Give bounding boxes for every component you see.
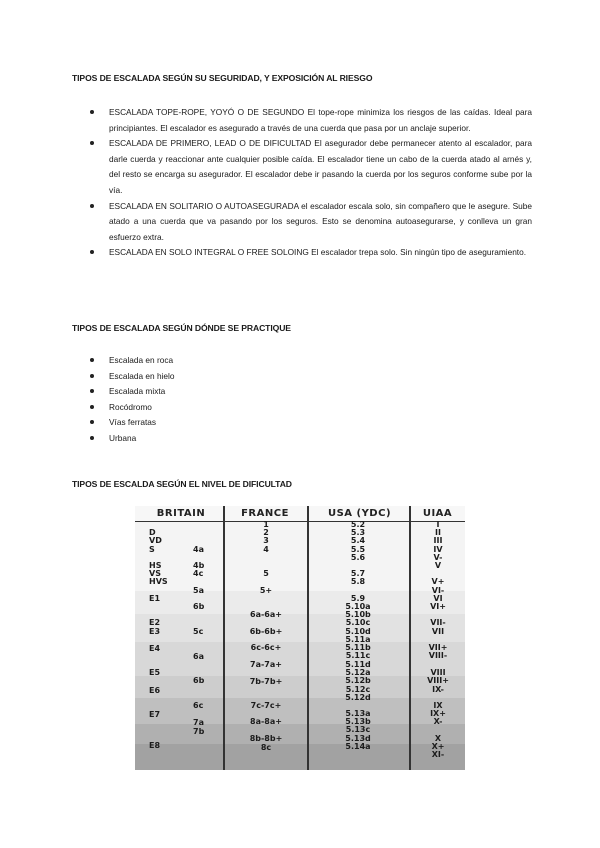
grade-cell: 3 <box>263 536 269 545</box>
safety-types-list <box>72 105 532 261</box>
grade-cell: 5a <box>193 586 204 595</box>
grade-cell: 6c <box>193 701 204 710</box>
bullet-icon <box>90 436 94 440</box>
grade-cell: 5.12b <box>345 676 371 685</box>
grade-cell: E7 <box>149 710 161 719</box>
list-item <box>72 136 532 198</box>
grade-cell: E3 <box>149 627 161 636</box>
bullet-icon <box>90 204 94 208</box>
grade-cell: 5.4 <box>350 536 366 545</box>
grade-cell: 5 <box>263 569 269 578</box>
grade-cell: 5.3 <box>350 528 366 537</box>
grade-cell: 6c-6c+ <box>250 643 282 652</box>
grade-cell: IX <box>433 701 443 710</box>
grade-cell: VIII+ <box>427 676 449 685</box>
list-item <box>72 400 372 416</box>
grade-cell: 4 <box>263 545 269 554</box>
grade-cell: D <box>149 528 156 537</box>
bullet-icon <box>90 405 94 409</box>
section-heading-location: TIPOS DE ESCALADA SEGÚN DÓNDE SE PRACTIQUE <box>72 323 291 333</box>
list-item-text: Escalada en hielo <box>109 370 175 381</box>
grade-cell: 5c <box>193 627 204 636</box>
grade-cell: 5.11b <box>345 643 371 652</box>
grade-cell: 8c <box>260 743 272 752</box>
table-header <box>135 506 465 522</box>
grade-cell: 6a-6a+ <box>250 610 282 619</box>
grade-cell: X <box>434 734 442 743</box>
grade-cell: E1 <box>149 594 161 603</box>
grade-cell: 5.13c <box>345 725 371 734</box>
grade-cell: S <box>149 545 155 554</box>
grade-cell: IX- <box>432 685 444 694</box>
grade-cell: 5.10a <box>345 602 371 611</box>
section-heading-safety: TIPOS DE ESCALADA SEGÚN SU SEGURIDAD, Y EXPOSICIÓN AL RIESGO <box>72 73 373 83</box>
grade-cell: 5.10c <box>345 618 371 627</box>
list-item <box>72 384 372 400</box>
list-item <box>72 245 532 261</box>
list-item <box>72 353 372 369</box>
grade-cell: 5.12a <box>345 668 371 677</box>
grade-cell: IX+ <box>430 709 446 718</box>
grade-cell: 5.8 <box>350 577 366 586</box>
list-item <box>72 431 372 447</box>
grade-cell: 5.10b <box>345 610 371 619</box>
grade-cell: 7a <box>193 718 204 727</box>
list-item <box>72 369 372 385</box>
grade-cell: HS <box>149 561 162 570</box>
grade-cell: X+ <box>431 742 445 751</box>
grade-cell: 5.6 <box>350 553 366 562</box>
grade-cell: 6a <box>193 652 204 661</box>
list-item-text: ESCALADA EN SOLO INTEGRAL O FREE SOLOING El escalador trepa solo. Sin ningún tipo de aseguramiento. <box>109 247 527 258</box>
grade-cell: VI+ <box>430 602 446 611</box>
grade-cell: 7b-7b+ <box>249 677 283 686</box>
grade-cell: 7b <box>193 727 205 736</box>
grade-cell: 5.11a <box>345 635 371 644</box>
bullet-icon <box>90 141 94 145</box>
grade-cell: VII+ <box>428 643 448 652</box>
grade-cell: VII <box>431 627 445 636</box>
header-britain: BRITAIN <box>156 508 206 519</box>
grade-cell: VI <box>433 594 443 603</box>
header-uiaa: UIAA <box>422 508 453 519</box>
grade-cell: 5.13a <box>345 709 371 718</box>
header-france: FRANCE <box>241 508 289 519</box>
bullet-icon <box>90 250 94 254</box>
grade-cell: V+ <box>431 577 445 586</box>
grade-cell: 5.12d <box>345 693 371 702</box>
grade-cell: 5.10d <box>345 627 371 636</box>
list-item-text: Escalada en roca <box>109 355 174 365</box>
bullet-icon <box>90 110 94 114</box>
grade-cell: VIII- <box>428 651 448 660</box>
grade-cell: 5.14a <box>345 742 371 751</box>
list-item-text: Vías ferratas <box>109 417 157 428</box>
list-item-text: Rocódromo <box>109 401 152 412</box>
grade-cell: 5.5 <box>350 545 366 554</box>
grade-cell: IV <box>433 545 443 554</box>
grade-cell: II <box>435 528 441 537</box>
grade-cell: 5.13b <box>345 717 371 726</box>
grade-cell: E2 <box>149 618 161 627</box>
grade-cell: X- <box>433 717 443 726</box>
grade-cell: VD <box>149 536 162 545</box>
bullet-icon <box>90 420 94 424</box>
grade-cell: III <box>433 536 443 545</box>
grade-cell: 2 <box>263 528 269 537</box>
list-item <box>72 199 532 246</box>
grade-cell: 6b <box>193 602 205 611</box>
grade-cell: VI- <box>431 586 445 595</box>
grade-cell: E6 <box>149 686 161 695</box>
list-item-text: Escalada mixta <box>109 386 166 397</box>
grade-cell: XI- <box>431 750 445 759</box>
grade-cell: V <box>434 561 442 570</box>
grade-cell: 1 <box>263 520 269 529</box>
grade-cell: 4c <box>193 569 204 578</box>
grade-cell: 5.11c <box>345 651 371 660</box>
grade-comparison-table <box>135 506 465 770</box>
grade-cell: 5.9 <box>350 594 366 603</box>
grade-cell: VII- <box>430 618 446 627</box>
header-usa: USA (YDC) <box>327 508 392 519</box>
grade-cell: 7a-7a+ <box>250 660 282 669</box>
grade-cell: 6b-6b+ <box>249 627 283 636</box>
grade-cell: 4a <box>193 545 204 554</box>
grade-cell: E4 <box>149 644 161 653</box>
bullet-icon <box>90 358 94 362</box>
grade-cell: 5.13d <box>345 734 371 743</box>
bullet-icon <box>90 389 94 393</box>
grade-cell: E8 <box>149 741 161 750</box>
bullet-icon <box>90 374 94 378</box>
grade-cell: 5.7 <box>350 569 366 578</box>
list-item-text: ESCALADA DE PRIMERO, LEAD O DE DIFICULTAD El asegurador debe permanecer atento al escalador, para darle cuerda y reaccionar ante cualquier posible caída. El escalador tiene un cabo de la cuerda atado al arnés y, del resto se encarga su asegurador. El escalador debe ir pasando la cuerda por los seguros conforme sube por la vía. <box>109 138 532 195</box>
grade-cell: 5.11d <box>345 660 371 669</box>
list-item-text: Urbana <box>109 432 137 443</box>
list-item <box>72 415 372 431</box>
grade-cell: VS <box>149 569 161 578</box>
grade-cell: 5.2 <box>350 520 366 529</box>
grade-cell: 4b <box>193 561 205 570</box>
grade-cell: 5.12c <box>345 685 371 694</box>
grade-cell: 7c-7c+ <box>250 701 282 710</box>
grade-cell: 8b-8b+ <box>249 734 283 743</box>
section-heading-difficulty: TIPOS DE ESCALDA SEGÚN EL NIVEL DE DIFICULTAD <box>72 479 292 489</box>
list-item <box>72 105 532 136</box>
grade-cell: VIII <box>430 668 446 677</box>
grade-cell: 8a-8a+ <box>250 717 282 726</box>
grade-cell: 5+ <box>259 586 273 595</box>
list-item-text: ESCALADA TOPE-ROPE, YOYÓ O DE SEGUNDO El tope-rope minimiza los riesgos de las caídas. Ideal para principiantes. El escalador es asegurado a través de una cuerda que pasa por un anclaje superior. <box>109 107 532 133</box>
list-item-text: ESCALADA EN SOLITARIO O AUTOASEGURADA el escalador escala solo, sin compañero que le asegure. Sube atado a una cuerda que va pasando por los seguros. Esto se denomina autoasegurarse, y conlleva un gran esfuerzo extra. <box>109 200 532 242</box>
grade-cell: V- <box>433 553 443 562</box>
grade-cell: E5 <box>149 668 161 677</box>
location-types-list <box>72 353 372 447</box>
grade-cell: HVS <box>149 577 168 586</box>
grade-cell: 6b <box>193 676 205 685</box>
grade-cell: I <box>436 520 440 529</box>
